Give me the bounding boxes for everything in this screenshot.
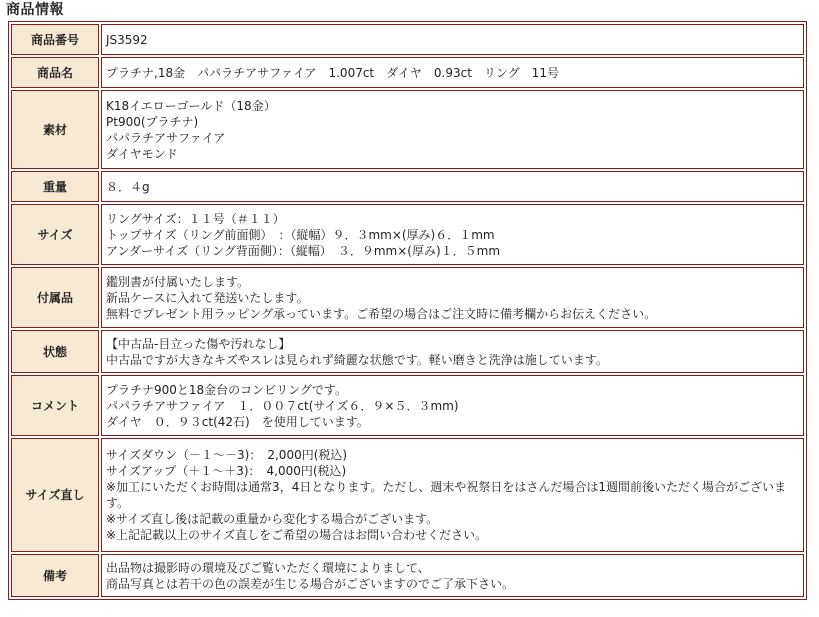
size-line: アンダーサイズ（リング背面側）：（縦幅） ３．９mm×(厚み)１．５mm [106,243,501,258]
row-product-name [11,57,804,88]
size-line: リングサイズ：１１号（＃１１） [106,211,285,226]
material-line: パパラチアサファイア [106,130,226,145]
row-notes [11,554,804,597]
notes-line: 出品物は撮影時の環境及びご覧いただく環境によりまして、 [106,560,430,575]
value-accessories [101,267,804,328]
label-product-name: 商品名 [11,57,99,88]
value-condition [101,330,804,373]
value-material [101,90,804,169]
row-comment [11,375,804,436]
page-heading: 商品情報 [6,2,64,18]
label-comment: コメント [11,375,99,436]
accessories-line: 新品ケースに入れて発送いたします。 [106,290,309,305]
accessories-line: 鑑別書が付属いたします。 [106,274,250,289]
label-notes: 備考 [11,554,99,597]
row-product-code [11,24,804,55]
value-size [101,204,804,265]
label-weight: 重量 [11,171,99,202]
condition-line: 中古品ですが大きなキズやスレは見られず綺麗な状態です。軽い磨きと洗浄は施しています。 [106,352,608,367]
material-line: Pt900(プラチナ) [106,114,199,129]
row-material [11,90,804,169]
label-size: サイズ [11,204,99,265]
value-weight [101,171,804,202]
row-condition [11,330,804,373]
label-accessories: 付属品 [11,267,99,328]
comment-line: プラチナ900と18金台のコンビリングです。 [106,382,347,397]
resize-line: ※加工にいただくお時間は通常3，4日となります。ただし、週末や祝祭日をはさんだ場合は1週間前後いただく場合がございます。 [106,480,787,510]
row-accessories [11,267,804,328]
label-condition: 状態 [11,330,99,373]
size-line: トップサイズ（リング前面側） ：（縦幅）９．３mm×(厚み)６．１mm [106,227,495,242]
product-code-text: JS3592 [106,32,148,47]
material-line: K18イエローゴールド（18金） [106,98,276,113]
value-product-code [101,24,804,55]
resize-line: サイズアップ（＋１～＋3)： 4,000円(税込) [106,464,347,478]
notes-line: 商品写真とは若干の色の誤差が生じる場合がございますのでご了承下さい。 [106,576,515,591]
comment-line: ダイヤ ０．９３ct(42石) を使用しています。 [106,414,369,429]
value-resize [101,438,804,552]
value-notes [101,554,804,597]
product-name-text: プラチナ,18金 パパラチアサファイア 1.007ct ダイヤ 0.93ct リング 11号 [106,65,559,80]
comment-line: パパラチアサファイア １．００７ct(サイズ６．９×５．３mm) [106,398,459,413]
resize-line: ※サイズ直し後は記載の重量から変化する場合がございます。 [106,512,439,526]
accessories-line: 無料でプレゼント用ラッピング承っています。ご希望の場合はご注文時に備考欄からお伝えください。 [106,306,657,321]
resize-line: サイズダウン（－１～－3)： 2,000円(税込) [106,448,348,462]
label-product-code: 商品番号 [11,24,99,55]
value-comment [101,375,804,436]
row-weight [11,171,804,202]
row-resize [11,438,804,552]
label-material: 素材 [11,90,99,169]
material-line: ダイヤモンド [106,146,178,161]
resize-line: ※上記記載以上のサイズ直しをご希望の場合はお問い合わせください。 [106,528,488,542]
row-size [11,204,804,265]
label-resize: サイズ直し [11,438,99,552]
weight-text: ８．４g [106,179,150,194]
product-info-table [8,21,807,600]
condition-line: 【中古品-目立った傷や汚れなし】 [106,336,291,351]
value-product-name [101,57,804,88]
